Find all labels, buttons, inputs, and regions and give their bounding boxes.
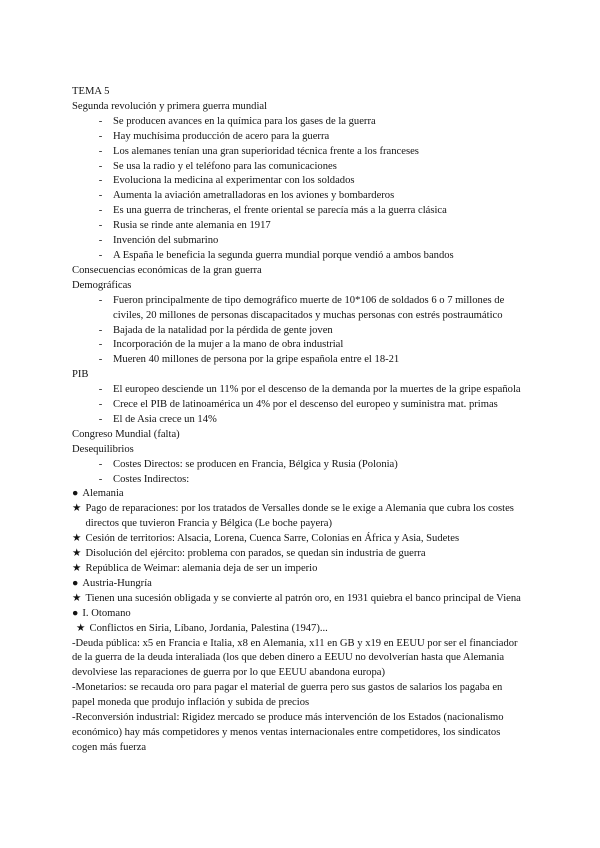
page-title: TEMA 5: [72, 86, 110, 97]
star-bullet-icon: ★: [72, 563, 82, 574]
list-item: - Crece el PIB de latinoamérica un 4% por el descenso del europeo y suministra mat. primas: [98, 399, 498, 411]
section-heading: Congreso Mundial (falta): [72, 428, 180, 440]
star-item: ★ Pago de reparaciones: por los tratados de Versalles donde se le exige a Alemania que cubra los costes directos que tuvieron Francia y Bélgica (Le boche payera): [72, 502, 527, 532]
list-item: - Se usa la radio y el teléfono para las comunicaciones: [98, 160, 337, 172]
paragraph-deuda-publica: -Deuda pública: x5 en Francia e Italia, x8 en Alemania, x11 en GB y x19 en EEUU por ser el financiador de la guerra de la deuda interaliada (los que deben dinero a EEUU no devolverían hasta que Alemania devolviese las reparaciones de guerra por lo que EEUU abandona europa): [72, 637, 518, 679]
star-bullet-icon: ★: [72, 533, 82, 545]
country-heading: ● Alemania: [72, 487, 527, 502]
list-item: - Mueren 40 millones de persona por la gripe española entre el 18-21: [98, 354, 400, 366]
section-heading: Desequilibrios: [72, 443, 134, 455]
list-item: - Costes Directos: se producen en Francia, Bélgica y Rusia (Polonia): [98, 458, 398, 470]
list-item: - Hay muchísima producción de acero para la guerra: [98, 130, 330, 142]
section-heading: Demográficas: [72, 279, 132, 291]
section-heading: Segunda revolución y primera guerra mundial: [72, 100, 268, 112]
list-item: - Fueron principalmente de tipo demográfico muerte de 10*106 de soldados 6 o 7 millones de civiles, 20 millones de personas discapacitados y muchas personas con estrés postraumático: [98, 294, 505, 321]
list-item: - Invención del submarino: [98, 235, 219, 247]
dot-bullet-icon: ●: [72, 577, 79, 589]
list-item: - Es una guerra de trincheras, el frente oriental se parecía más a la guerra clásica: [98, 205, 447, 217]
bullet-list: [72, 383, 527, 428]
list-item: - Se producen avances en la química para los gases de la guerra: [98, 115, 376, 127]
list-item: - Los alemanes tenían una gran superioridad técnica frente a los franceses: [98, 145, 419, 157]
list-item: - Costes Indirectos:: [98, 473, 190, 485]
star-item: ★ Conflictos en Siria, Líbano, Jordania, Palestina (1947)...: [72, 622, 527, 637]
list-item: - Incorporación de la mujer a la mano de obra industrial: [98, 339, 344, 351]
star-bullet-icon: ★: [76, 622, 86, 634]
star-bullet-icon: ★: [72, 548, 82, 560]
star-bullet-icon: ★: [72, 592, 82, 604]
star-bullet-icon: ★: [72, 503, 82, 515]
list-item: - A España le beneficia la segunda guerra mundial porque vendió a ambos bandos: [98, 249, 454, 261]
list-item: - El de Asia crece un 14%: [98, 413, 217, 425]
paragraph-reconversion-industrial: -Reconversión industrial: Rigidez mercado se produce más intervención de los Estados (nacionalismo económico) hay más competidores y menos ventas internacionales entre competidores, los sindicatos cogen más fuerza: [72, 712, 504, 753]
list-item: - Rusia se rinde ante alemania en 1917: [98, 220, 271, 232]
bullet-list: [72, 458, 527, 488]
list-item: - Aumenta la aviación ametralladoras en los aviones y bombarderos: [98, 190, 395, 202]
star-item: ★ Tienen una sucesión obligada y se convierte al patrón oro, en 1931 quiebra el banco principal de Viena: [72, 592, 527, 607]
document-page: [72, 85, 527, 756]
star-item: ★ Cesión de territorios: Alsacia, Lorena, Cuenca Sarre, Colonias en África y Asia, Sudetes: [72, 532, 527, 547]
star-item: ★ República de Weimar: alemania deja de ser un imperio: [72, 562, 527, 577]
section-heading: Consecuencias económicas de la gran guerra: [72, 264, 262, 276]
section-heading: PIB: [72, 369, 89, 381]
star-item: ★ Disolución del ejército: problema con parados, se quedan sin industria de guerra: [72, 547, 527, 562]
bullet-list: [72, 115, 527, 264]
country-heading: ● Austria-Hungría: [72, 577, 527, 592]
list-item: - Evoluciona la medicina al experimentar con los soldados: [98, 175, 355, 187]
dot-bullet-icon: ●: [72, 607, 79, 619]
list-item: - El europeo desciende un 11% por el descenso de la demanda por la muertes de la gripe española: [98, 384, 521, 396]
dot-bullet-icon: ●: [72, 488, 79, 500]
country-heading: ● I. Otomano: [72, 607, 527, 622]
paragraph-monetarios: -Monetarios: se recauda oro para pagar el material de guerra pero sus gastos de salarios los pagaba en papel moneda que produjo inflación y subida de precios: [72, 682, 503, 709]
bullet-list: [72, 294, 527, 369]
list-item: - Bajada de la natalidad por la pérdida de gente joven: [98, 324, 333, 336]
